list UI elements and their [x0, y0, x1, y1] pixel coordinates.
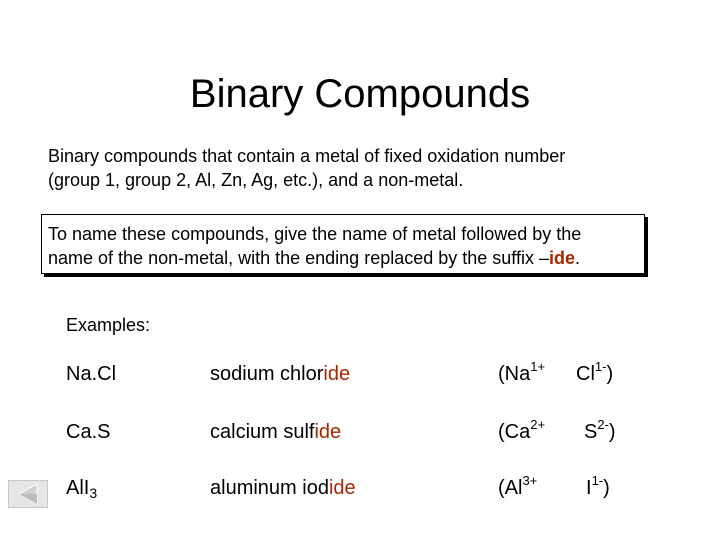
anion	[584, 416, 616, 448]
anion-close-paren: )	[606, 363, 614, 385]
cation-symbol: (Na	[498, 363, 531, 385]
example-formula	[66, 472, 97, 504]
back-button[interactable]	[8, 480, 48, 508]
intro-text	[48, 144, 668, 192]
formula-text: Ca.S	[66, 421, 111, 443]
name-suffix: ide	[314, 421, 342, 443]
example-name	[210, 416, 341, 448]
rule-line-2-text: name of the non-metal, with the ending replaced by the suffix –	[48, 248, 549, 268]
cation	[498, 358, 545, 390]
formula-text: Na.Cl	[66, 363, 117, 385]
anion-charge: 1-	[594, 359, 607, 374]
example-row	[0, 416, 720, 448]
anion-charge: 1-	[591, 473, 604, 488]
example-row	[0, 472, 720, 504]
name-stem: calcium sulf	[210, 421, 315, 443]
rule-line-1: To name these compounds, give the name of metal followed by the	[48, 224, 582, 244]
cation	[498, 416, 545, 448]
example-name	[210, 472, 356, 504]
example-formula	[66, 416, 110, 448]
anion	[576, 358, 613, 390]
cation-charge: 2+	[530, 417, 546, 432]
rule-period: .	[575, 248, 581, 268]
cation	[498, 472, 537, 504]
example-formula	[66, 358, 116, 390]
anion-symbol: S	[584, 421, 598, 443]
formula-text: AlI	[66, 477, 90, 499]
naming-rule-box	[41, 214, 645, 274]
intro-line-2: (group 1, group 2, Al, Zn, Ag, etc.), and a non-metal.	[48, 170, 464, 190]
anion-charge: 2-	[597, 417, 609, 432]
anion-symbol: I	[586, 477, 592, 499]
rule-line-2	[48, 246, 644, 270]
name-stem: aluminum iod	[210, 477, 329, 499]
anion-symbol: Cl	[576, 363, 595, 385]
name-suffix: ide	[328, 477, 356, 499]
anion-close-paren: )	[608, 421, 616, 443]
name-suffix: ide	[323, 363, 351, 385]
example-row	[0, 358, 720, 390]
slide-title: Binary Compounds	[189, 72, 531, 116]
name-stem: sodium chlor	[210, 363, 324, 385]
anion-close-paren: )	[603, 477, 610, 499]
examples-label: Examples:	[66, 315, 151, 335]
cation-symbol: (Ca	[498, 421, 531, 443]
cation-charge: 3+	[522, 473, 538, 488]
formula-subscript: 3	[89, 485, 98, 501]
cation-charge: 1+	[530, 359, 546, 374]
intro-line-1: Binary compounds that contain a metal of fixed oxidation number	[48, 146, 566, 166]
cation-symbol: (Al	[498, 477, 523, 499]
rule-suffix-ide: ide	[548, 248, 575, 268]
example-name	[210, 358, 350, 390]
anion	[586, 472, 610, 504]
triangle-left-icon	[8, 480, 48, 508]
